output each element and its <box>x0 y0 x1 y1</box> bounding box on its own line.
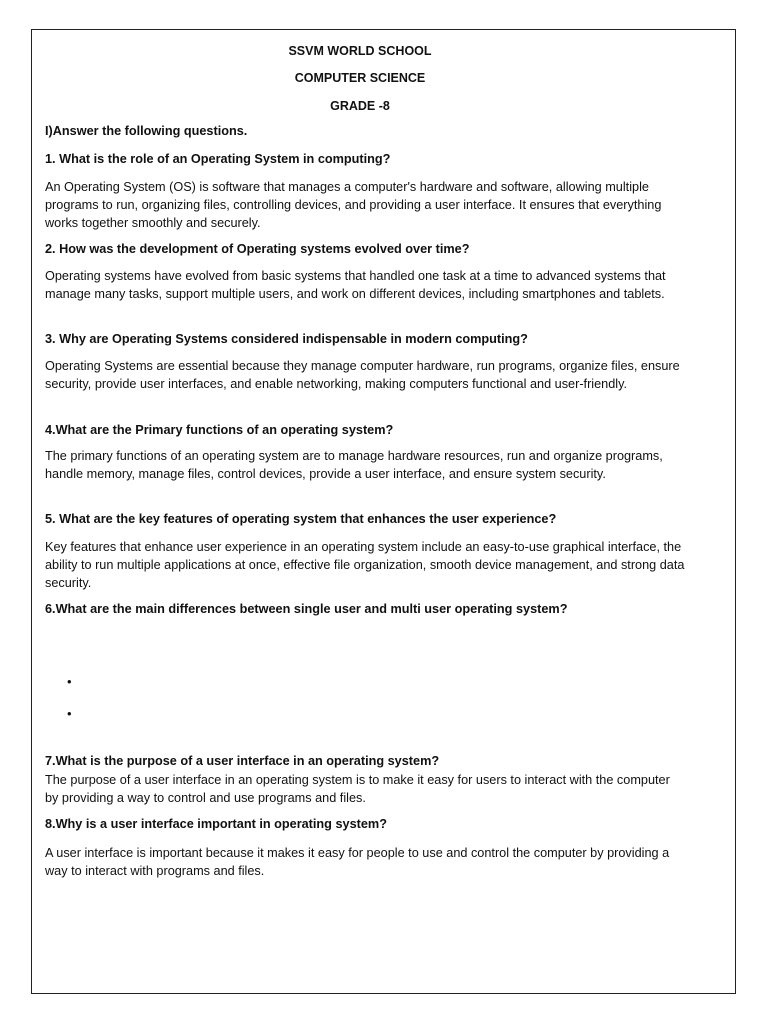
instruction: I)Answer the following questions. <box>45 124 248 138</box>
question-8: 8.Why is a user interface important in operating system? <box>45 817 387 831</box>
answer-1: An Operating System (OS) is software that manages a computer's hardware and software, allowing multiple programs to run, organizing files, controlling devices, and providing a user interface. It ensures that everything works together smoothly and securely. <box>45 180 662 230</box>
answer-3: Operating Systems are essential because they manage computer hardware, run programs, organize files, ensure security, provide user interfaces, and enable networking, making computers functional and user-friendly. <box>45 359 680 391</box>
question-6: 6.What are the main differences between single user and multi user operating system? <box>45 602 568 616</box>
answer-2: Operating systems have evolved from basic systems that handled one task at a time to advanced systems that manage many tasks, support multiple users, and work on different devices, including smartphones and tablets. <box>45 269 666 301</box>
question-7: 7.What is the purpose of a user interface in an operating system? <box>45 754 440 768</box>
question-4: 4.What are the Primary functions of an operating system? <box>45 423 394 437</box>
question-5: 5. What are the key features of operating system that enhances the user experience? <box>45 512 557 526</box>
answer-5: Key features that enhance user experience in an operating system include an easy-to-use graphical interface, the ability to run multiple applications at once, effective file organization, smooth device management, and strong data security. <box>45 540 685 590</box>
answer-4: The primary functions of an operating system are to manage hardware resources, run and organize programs, handle memory, manage files, control devices, provide a user interface, and ensure system security. <box>45 449 663 481</box>
answer-8: A user interface is important because it makes it easy for people to use and control the computer by providing a way to interact with programs and files. <box>45 846 670 878</box>
question-2: 2. How was the development of Operating systems evolved over time? <box>45 242 470 256</box>
bullet-point: • <box>67 706 72 721</box>
answer-7: The purpose of a user interface in an operating system is to make it easy for users to interact with the computer by providing a way to control and use programs and files. <box>45 773 670 805</box>
school-name: SSVM WORLD SCHOOL <box>288 44 432 58</box>
grade-label: GRADE -8 <box>330 99 390 113</box>
bullet-point: • <box>67 674 72 689</box>
question-1: 1. What is the role of an Operating System in computing? <box>45 152 391 166</box>
subject-title: COMPUTER SCIENCE <box>294 71 426 85</box>
question-3: 3. Why are Operating Systems considered indispensable in modern computing? <box>45 332 528 346</box>
